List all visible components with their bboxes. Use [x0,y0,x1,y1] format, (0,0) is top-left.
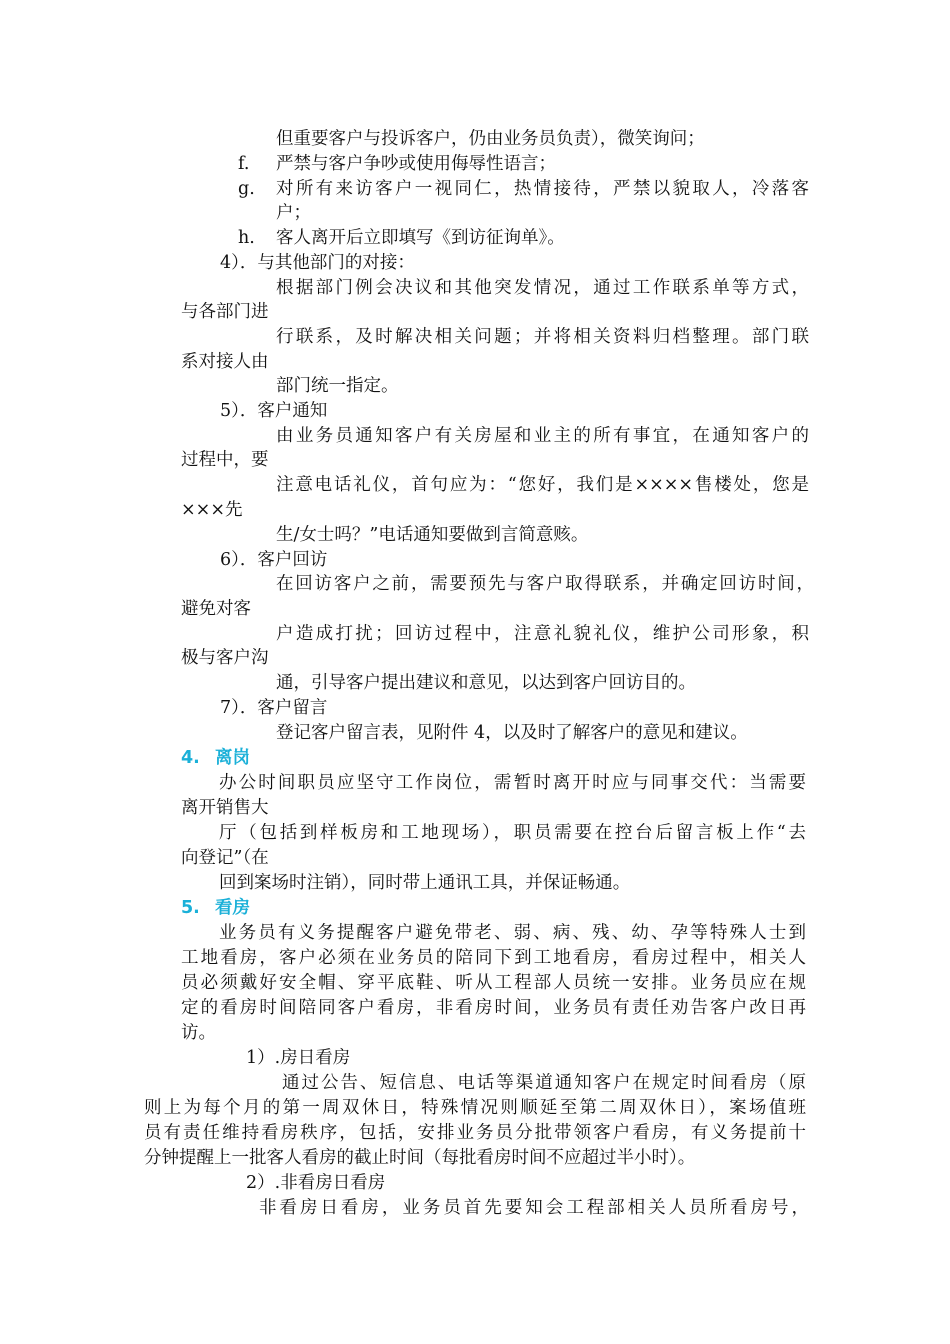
text-line: 过程中，要 [181,450,269,470]
text-line: 根据部门例会决议和其他突发情况，通过工作联系单等方式， [276,278,809,298]
text-line: 避免对客 [181,599,251,619]
subsection-viewing-1-title: 1）.房日看房 [246,1048,351,1068]
text-line: 员有责任维持看房秩序，包括，安排业务员分批带领客户看房，有义务提前十 [144,1123,806,1143]
text-line: 通，引导客户提出建议和意见，以达到客户回访目的。 [276,673,696,693]
list-marker-h: h. [238,228,255,248]
section-heading-viewing [181,896,250,920]
section-title: 离岗 [215,748,250,768]
text-line: 在回访客户之前，需要预先与客户取得联系，并确定回访时间， [276,574,814,594]
text-line: 向登记”（在 [181,848,269,868]
text-line: 户造成打扰；回访过程中，注意礼貌礼仪，维护公司形象，积 [276,624,809,644]
text-line: 通过公告、短信息、电话等渠道通知客户在规定时间看房（原 [282,1073,806,1093]
text-line: 客人离开后立即填写《到访征询单》。 [276,228,565,248]
subsection-viewing-2-title: 2）.非看房日看房 [246,1173,386,1193]
text-line: 员必须戴好安全帽、穿平底鞋、听从工程部人员统一安排。业务员应在规 [181,973,806,993]
text-line: 访。 [181,1023,216,1043]
text-line: 对所有来访客户一视同仁，热情接待，严禁以貌取人，冷落客 [276,179,809,199]
section-number: 4. [181,748,200,768]
text-line: 部门统一指定。 [276,376,399,396]
section-number: 5. [181,898,200,918]
text-line: 登记客户留言表，见附件 4，以及时了解客户的意见和建议。 [276,723,748,743]
text-line: 极与客户沟 [181,648,269,668]
list-marker-g: g. [238,179,255,199]
text-line: 非看房日看房，业务员首先要知会工程部相关人员所看房号， [259,1198,809,1218]
text-line: 则上为每个月的第一周双休日，特殊情况则顺延至第二周双休日），案场值班 [144,1098,806,1118]
text-line: 分钟提醒上一批客人看房的截止时间（每批看房时间不应超过半小时）。 [144,1148,696,1168]
subsection-6-title: 6）．客户回访 [220,550,328,570]
section-heading-leave [181,746,250,770]
text-line: 回到案场时注销），同时带上通讯工具，并保证畅通。 [219,873,631,893]
text-line: 但重要客户与投诉客户，仍由业务员负责），微笑询问； [276,129,705,149]
section-title: 看房 [215,898,250,918]
text-line: 严禁与客户争吵或使用侮辱性语言； [276,154,556,174]
text-line: 户； [276,203,311,223]
text-line: 生/女士吗？”电话通知要做到言简意赅。 [276,525,589,545]
subsection-5-title: 5）．客户通知 [220,401,328,421]
subsection-7-title: 7）．客户留言 [220,698,328,718]
text-line: 行联系，及时解决相关问题；并将相关资料归档整理。部门联 [276,327,809,347]
text-line: 与各部门进 [181,302,269,322]
text-line: 离开销售大 [181,798,269,818]
text-line: 系对接人由 [181,352,269,372]
text-line: 办公时间职员应坚守工作岗位，需暂时离开时应与同事交代：当需要 [219,773,806,793]
list-marker-f: f. [238,154,250,174]
text-line: 业务员有义务提醒客户避免带老、弱、病、残、幼、孕等特殊人士到 [219,923,806,943]
text-line: 注意电话礼仪，首句应为：“您好，我们是××××售楼处，您是 [276,475,809,495]
text-line: 厅（包括到样板房和工地现场），职员需要在控台后留言板上作“去 [219,823,806,843]
text-line: ×××先 [181,500,243,520]
text-line: 工地看房，客户必须在业务员的陪同下到工地看房，看房过程中，相关人 [181,948,806,968]
subsection-4-title: 4）．与其他部门的对接： [220,253,415,273]
text-line: 定的看房时间陪同客户看房，非看房时间，业务员有责任劝告客户改日再 [181,998,806,1018]
text-line: 由业务员通知客户有关房屋和业主的所有事宜，在通知客户的 [276,426,809,446]
